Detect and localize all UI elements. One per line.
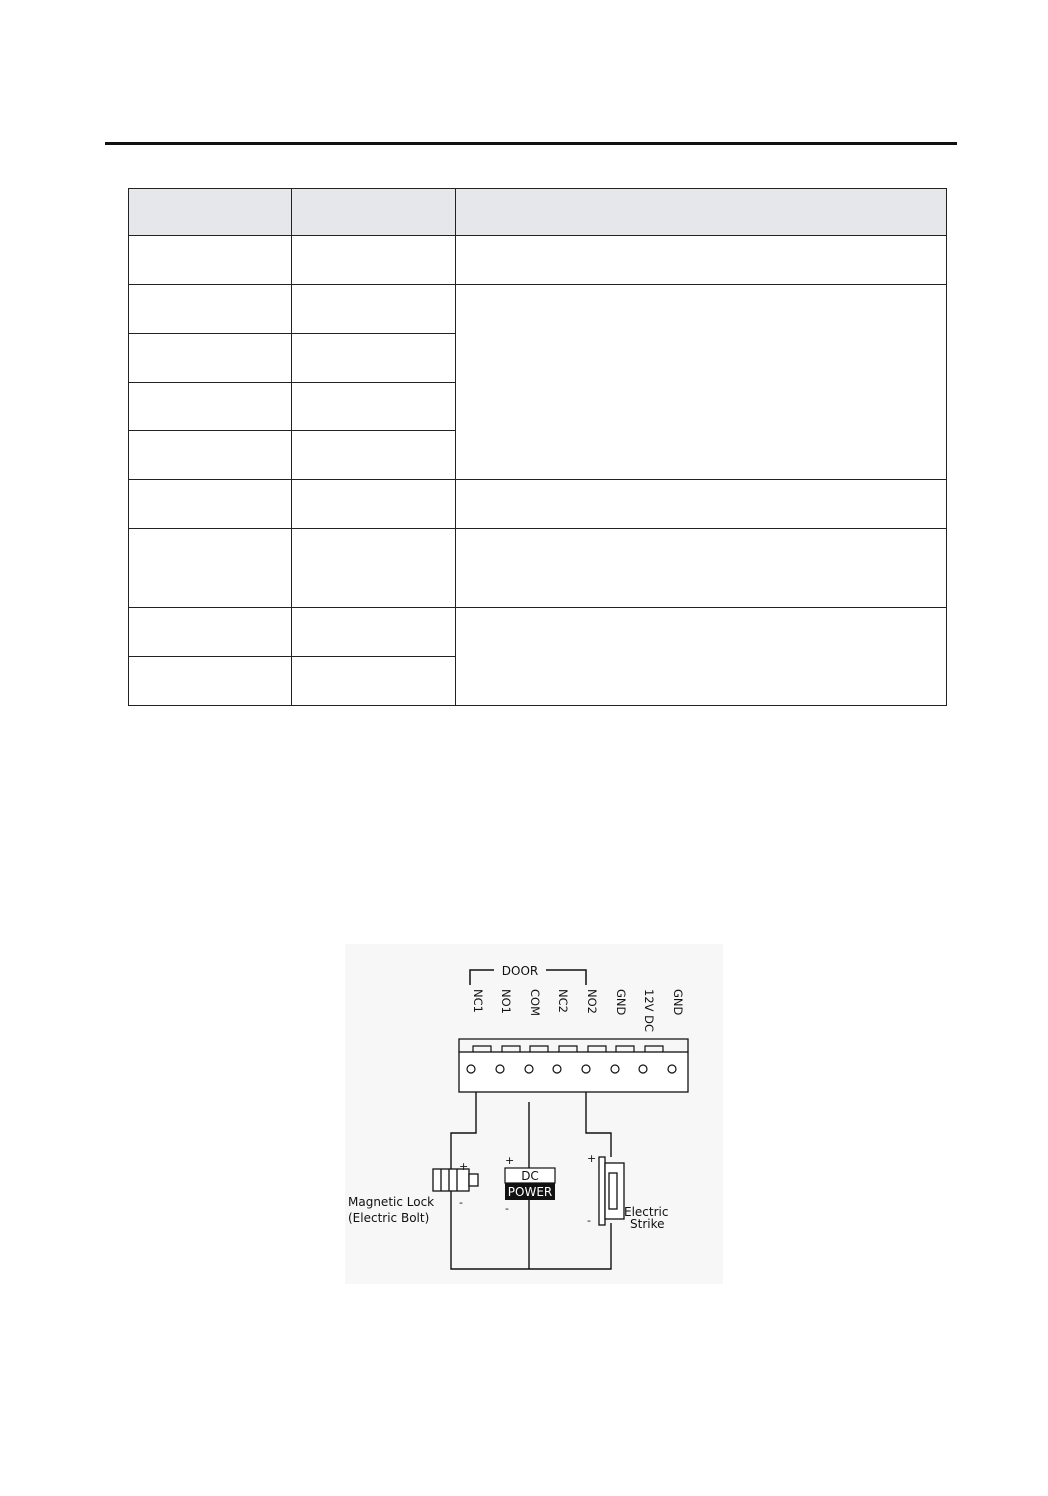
magnetic-lock-sublabel: (Electric Bolt) bbox=[348, 1211, 430, 1225]
table-row bbox=[129, 236, 947, 285]
table-cell bbox=[129, 284, 292, 333]
table-cell bbox=[456, 529, 947, 608]
electric-strike-minus: - bbox=[587, 1214, 591, 1227]
terminal-label-12v-dc: 12V DC bbox=[642, 989, 656, 1033]
magnetic-lock-label: Magnetic Lock bbox=[348, 1195, 435, 1209]
table-cell bbox=[456, 480, 947, 529]
table-row bbox=[129, 480, 947, 529]
terminal-label-no2: NO2 bbox=[585, 989, 599, 1014]
electric-strike-plus: + bbox=[587, 1152, 597, 1165]
table-cell bbox=[292, 529, 456, 608]
table-cell bbox=[292, 382, 456, 431]
table-cell bbox=[129, 529, 292, 608]
table-header-row bbox=[129, 189, 947, 236]
table-cell-merged bbox=[456, 608, 947, 706]
table-cell bbox=[129, 657, 292, 706]
dc-power-sublabel: POWER bbox=[507, 1185, 553, 1199]
electric-strike-label: Electric bbox=[624, 1205, 669, 1219]
dc-power-label: DC bbox=[521, 1169, 539, 1183]
table-row bbox=[129, 284, 947, 333]
table-cell bbox=[292, 333, 456, 382]
magnetic-lock-minus: - bbox=[459, 1196, 463, 1209]
electric-strike-sublabel: Strike bbox=[630, 1217, 665, 1231]
table-cell bbox=[292, 608, 456, 657]
dc-power-plus: + bbox=[505, 1154, 515, 1167]
table-row bbox=[129, 608, 947, 657]
table-cell bbox=[129, 431, 292, 480]
table-cell-merged bbox=[456, 284, 947, 479]
magnetic-lock-plus: + bbox=[459, 1160, 469, 1173]
table-cell bbox=[292, 657, 456, 706]
table-cell bbox=[292, 431, 456, 480]
electric-strike-icon bbox=[599, 1157, 624, 1225]
table-cell bbox=[129, 382, 292, 431]
header-rule bbox=[105, 142, 957, 145]
table-cell bbox=[129, 480, 292, 529]
table-cell bbox=[456, 236, 947, 285]
terminal-label-com: COM bbox=[528, 989, 542, 1017]
table-cell bbox=[129, 608, 292, 657]
terminal-label-gnd: GND bbox=[614, 989, 628, 1016]
terminal-label-nc1: NC1 bbox=[471, 989, 485, 1013]
table-row bbox=[129, 529, 947, 608]
table-cell bbox=[129, 236, 292, 285]
table-cell bbox=[129, 333, 292, 382]
table-cell bbox=[292, 284, 456, 333]
dc-power-minus: - bbox=[505, 1202, 509, 1215]
door-group-label: DOOR bbox=[501, 964, 539, 978]
terminal-label-no1: NO1 bbox=[499, 989, 513, 1014]
terminal-label-nc2: NC2 bbox=[556, 989, 570, 1013]
terminal-label-gnd-2: GND bbox=[671, 989, 685, 1016]
table-cell bbox=[292, 236, 456, 285]
table-header-cell bbox=[456, 189, 947, 236]
terminal-description-table bbox=[128, 188, 947, 706]
table-header-cell bbox=[129, 189, 292, 236]
table-cell bbox=[292, 480, 456, 529]
door-lock-wiring-diagram bbox=[345, 944, 723, 1284]
table-header-cell bbox=[292, 189, 456, 236]
